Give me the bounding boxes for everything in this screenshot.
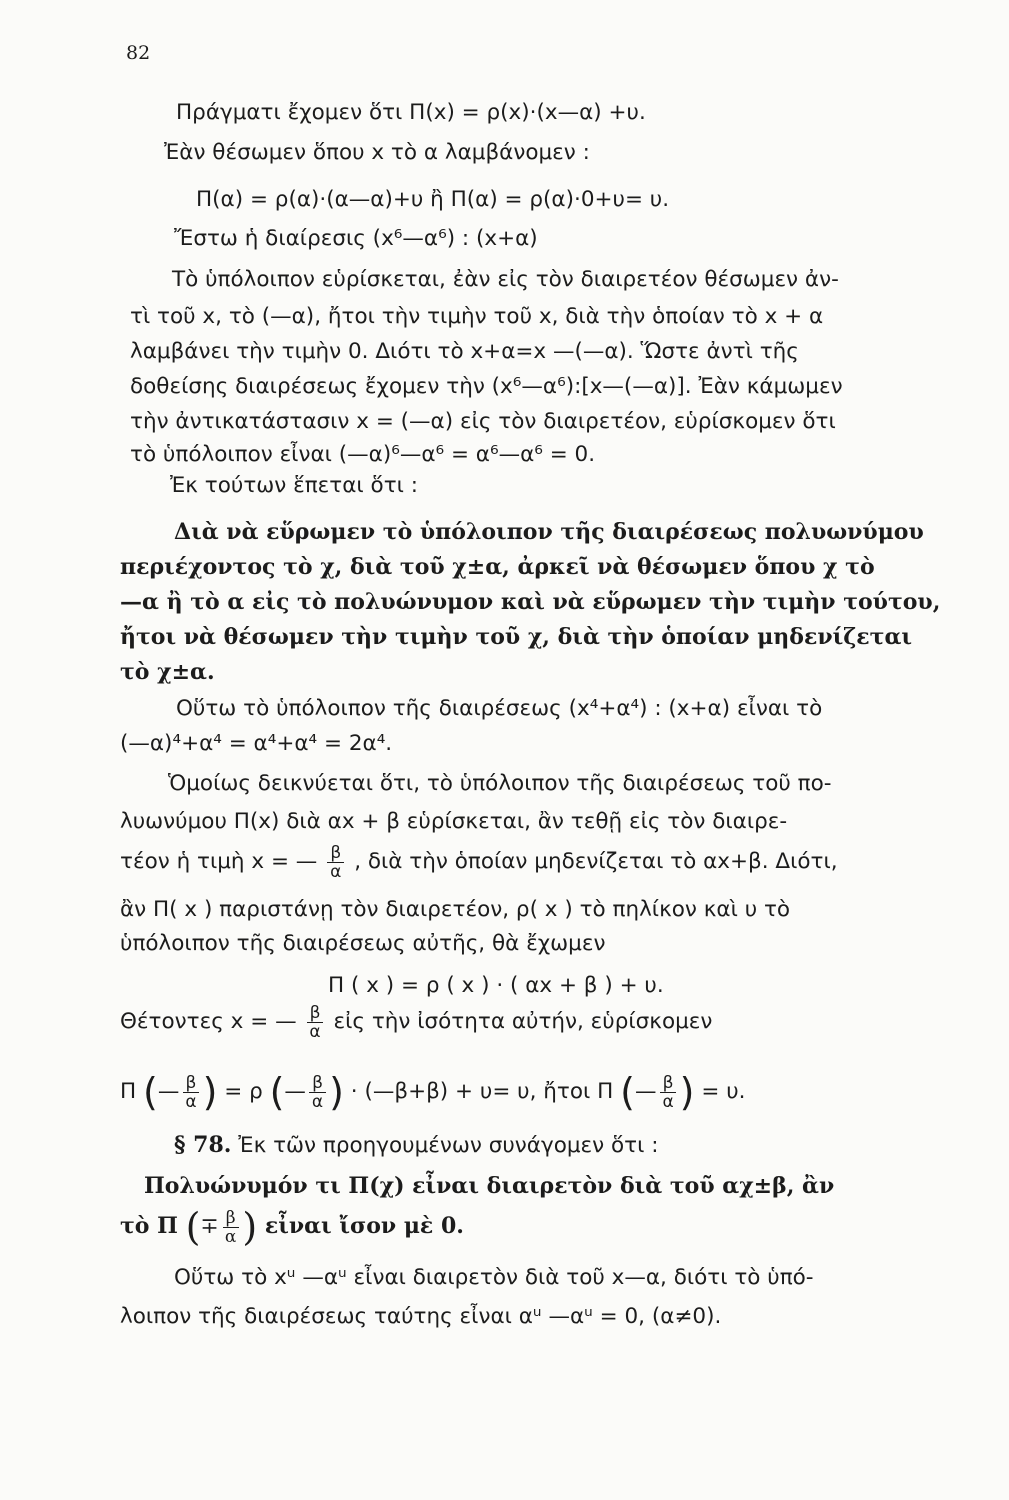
- minus-plus-sign: ∓: [200, 1214, 219, 1239]
- text-line: τὴν ἀντικατάστασιν x = (—α) εἰς τὸν διαιρετέον, εὑρίσκομεν ὅτι: [130, 409, 836, 434]
- fraction-beta-over-alpha: [182, 1074, 199, 1111]
- text-line: (—α)⁴+α⁴ = α⁴+α⁴ = 2α⁴.: [120, 731, 393, 756]
- fraction-denominator: α: [662, 1091, 674, 1112]
- text-segment: Ἐκ τῶν προηγουμένων συνάγομεν ὅτι :: [238, 1133, 659, 1158]
- fraction-denominator: α: [330, 861, 342, 882]
- fraction-numerator: β: [327, 844, 344, 863]
- right-paren: ): [329, 1070, 344, 1114]
- section-number: § 78.: [174, 1132, 232, 1158]
- fraction-denominator: α: [185, 1091, 197, 1112]
- text-line: Ἐκ τούτων ἕπεται ὅτι :: [170, 473, 418, 498]
- text-segment: εἰς τὴν ἰσότητα αὐτήν, εὑρίσκομεν: [333, 1009, 713, 1034]
- fraction-numerator: β: [660, 1074, 677, 1093]
- text-line: Ὁμοίως δεικνύεται ὅτι, τὸ ὑπόλοιπον τῆς διαιρέσεως τοῦ πο-: [168, 771, 832, 796]
- section-line: [174, 1131, 658, 1160]
- minus-sign: —: [284, 1079, 306, 1104]
- left-paren: (: [620, 1070, 635, 1114]
- left-paren: (: [269, 1070, 285, 1114]
- rule-line: Διὰ νὰ εὕρωμεν τὸ ὑπόλοιπον τῆς διαιρέσεως πολυωνύμου: [174, 519, 924, 545]
- text-line: ὑπόλοιπον τῆς διαιρέσεως αὐτῆς, θὰ ἔχωμεν: [120, 931, 606, 956]
- right-paren: ): [242, 1205, 258, 1249]
- theorem-line-fraction: [120, 1200, 464, 1253]
- text-segment: = υ.: [701, 1079, 746, 1104]
- text-segment: · (—β+β) + υ= υ, ἤτοι Π: [350, 1079, 614, 1104]
- fraction-denominator: α: [311, 1091, 324, 1112]
- fraction-denominator: α: [309, 1021, 321, 1042]
- fraction-beta-over-alpha: [659, 1074, 676, 1111]
- fraction-numerator: β: [223, 1209, 239, 1228]
- text-line: λυωνύμου Π(x) διὰ αx + β εὑρίσκεται, ἂν τεθῇ εἰς τὸν διαιρε-: [120, 809, 788, 834]
- text-line: ἂν Π( x ) παριστάνῃ τὸν διαιρετέον, ρ( x ) τὸ πηλίκον καὶ υ τὸ: [120, 897, 791, 922]
- text-segment: τέον ἡ τιμὴ x = —: [120, 849, 318, 874]
- equation-line: Π ( x ) = ρ ( x ) · ( αx + β ) + υ.: [328, 973, 664, 998]
- text-line: Οὕτω τὸ ὑπόλοιπον τῆς διαιρέσεως (x⁴+α⁴) : (x+α) εἶναι τὸ: [176, 696, 823, 721]
- text-line-fraction: [120, 998, 712, 1046]
- text-line: τὶ τοῦ x, τὸ (—α), ἤτοι τὴν τιμὴν τοῦ x, διὰ τὴν ὁποίαν τὸ x + α: [130, 304, 824, 329]
- text-line: λοιπον τῆς διαιρέσεως ταύτης εἶναι αᵘ —αᵘ = 0, (α≠0).: [120, 1304, 722, 1329]
- text-line: Ἐὰν θέσωμεν ὅπου x τὸ α λαμβάνομεν :: [164, 140, 590, 165]
- rule-line: περιέχοντος τὸ χ, διὰ τοῦ χ±α, ἀρκεῖ νὰ θέσωμεν ὅπου χ τὸ: [120, 554, 875, 580]
- text-line: Οὕτω τὸ xᵘ —αᵘ εἶναι διαιρετὸν διὰ τοῦ x—α, διότι τὸ ὑπό-: [174, 1265, 814, 1290]
- fraction-denominator: α: [224, 1226, 237, 1247]
- text-segment: = ρ: [224, 1079, 263, 1104]
- fraction-numerator: β: [307, 1004, 324, 1023]
- text-line: τὸ ὑπόλοιπον εἶναι (—α)⁶—α⁶ = α⁶—α⁶ = 0.: [130, 442, 596, 467]
- rule-line: τὸ χ±α.: [120, 659, 215, 685]
- fraction-beta-over-alpha: [327, 844, 344, 881]
- fraction-beta-over-alpha: [306, 1004, 323, 1041]
- text-line: Ἔστω ἡ διαίρεσις (x⁶—α⁶) : (x+α): [174, 226, 538, 251]
- text-line: Πράγματι ἔχομεν ὅτι Π(x) = ρ(x)·(x—α) +υ.: [176, 100, 646, 125]
- fraction-numerator: β: [309, 1074, 326, 1093]
- theorem-line: Πολυώνυμόν τι Π(χ) εἶναι διαιρετὸν διὰ τοῦ αχ±β, ἂν: [144, 1173, 835, 1199]
- text-line: Τὸ ὑπόλοιπον εὑρίσκεται, ἐὰν εἰς τὸν διαιρετέον θέσωμεν ἀν-: [172, 267, 839, 292]
- page-number: 82: [126, 42, 151, 64]
- right-paren: ): [679, 1070, 695, 1114]
- equation-line: Π(α) = ρ(α)·(α—α)+υ ἢ Π(α) = ρ(α)·0+υ= υ.: [196, 187, 670, 212]
- equation-line-fractions: [120, 1066, 745, 1118]
- text-segment: , διὰ τὴν ὁποίαν μηδενίζεται τὸ αx+β. Διότι,: [354, 849, 838, 874]
- fraction-beta-over-alpha: [309, 1074, 326, 1111]
- text-segment: Π: [120, 1079, 137, 1104]
- text-line: δοθείσης διαιρέσεως ἔχομεν τὴν (x⁶—α⁶):[x—(—α)]. Ἐὰν κάμωμεν: [130, 374, 843, 399]
- fraction-beta-over-alpha: [222, 1209, 239, 1246]
- fraction-numerator: β: [183, 1074, 200, 1093]
- text-segment: τὸ Π: [120, 1213, 178, 1239]
- text-line: λαμβάνει τὴν τιμὴν 0. Διότι τὸ x+α=x —(—α). Ὥστε ἀντὶ τῆς: [130, 339, 799, 364]
- rule-line: ἤτοι νὰ θέσωμεν τὴν τιμὴν τοῦ χ, διὰ τὴν ὁποίαν μηδενίζεται: [120, 624, 913, 650]
- text-line-fraction: [120, 838, 838, 886]
- left-paren: (: [143, 1070, 158, 1114]
- minus-sign: —: [157, 1079, 180, 1104]
- right-paren: ): [202, 1070, 218, 1114]
- rule-line: —α ἢ τὸ α εἰς τὸ πολυώνυμον καὶ νὰ εὕρωμεν τὴν τιμὴν τούτου,: [120, 589, 941, 615]
- text-segment: εἶναι ἴσον μὲ 0.: [264, 1213, 464, 1239]
- left-paren: (: [185, 1205, 201, 1249]
- minus-sign: —: [634, 1079, 657, 1104]
- text-segment: Θέτοντες x = —: [120, 1009, 297, 1034]
